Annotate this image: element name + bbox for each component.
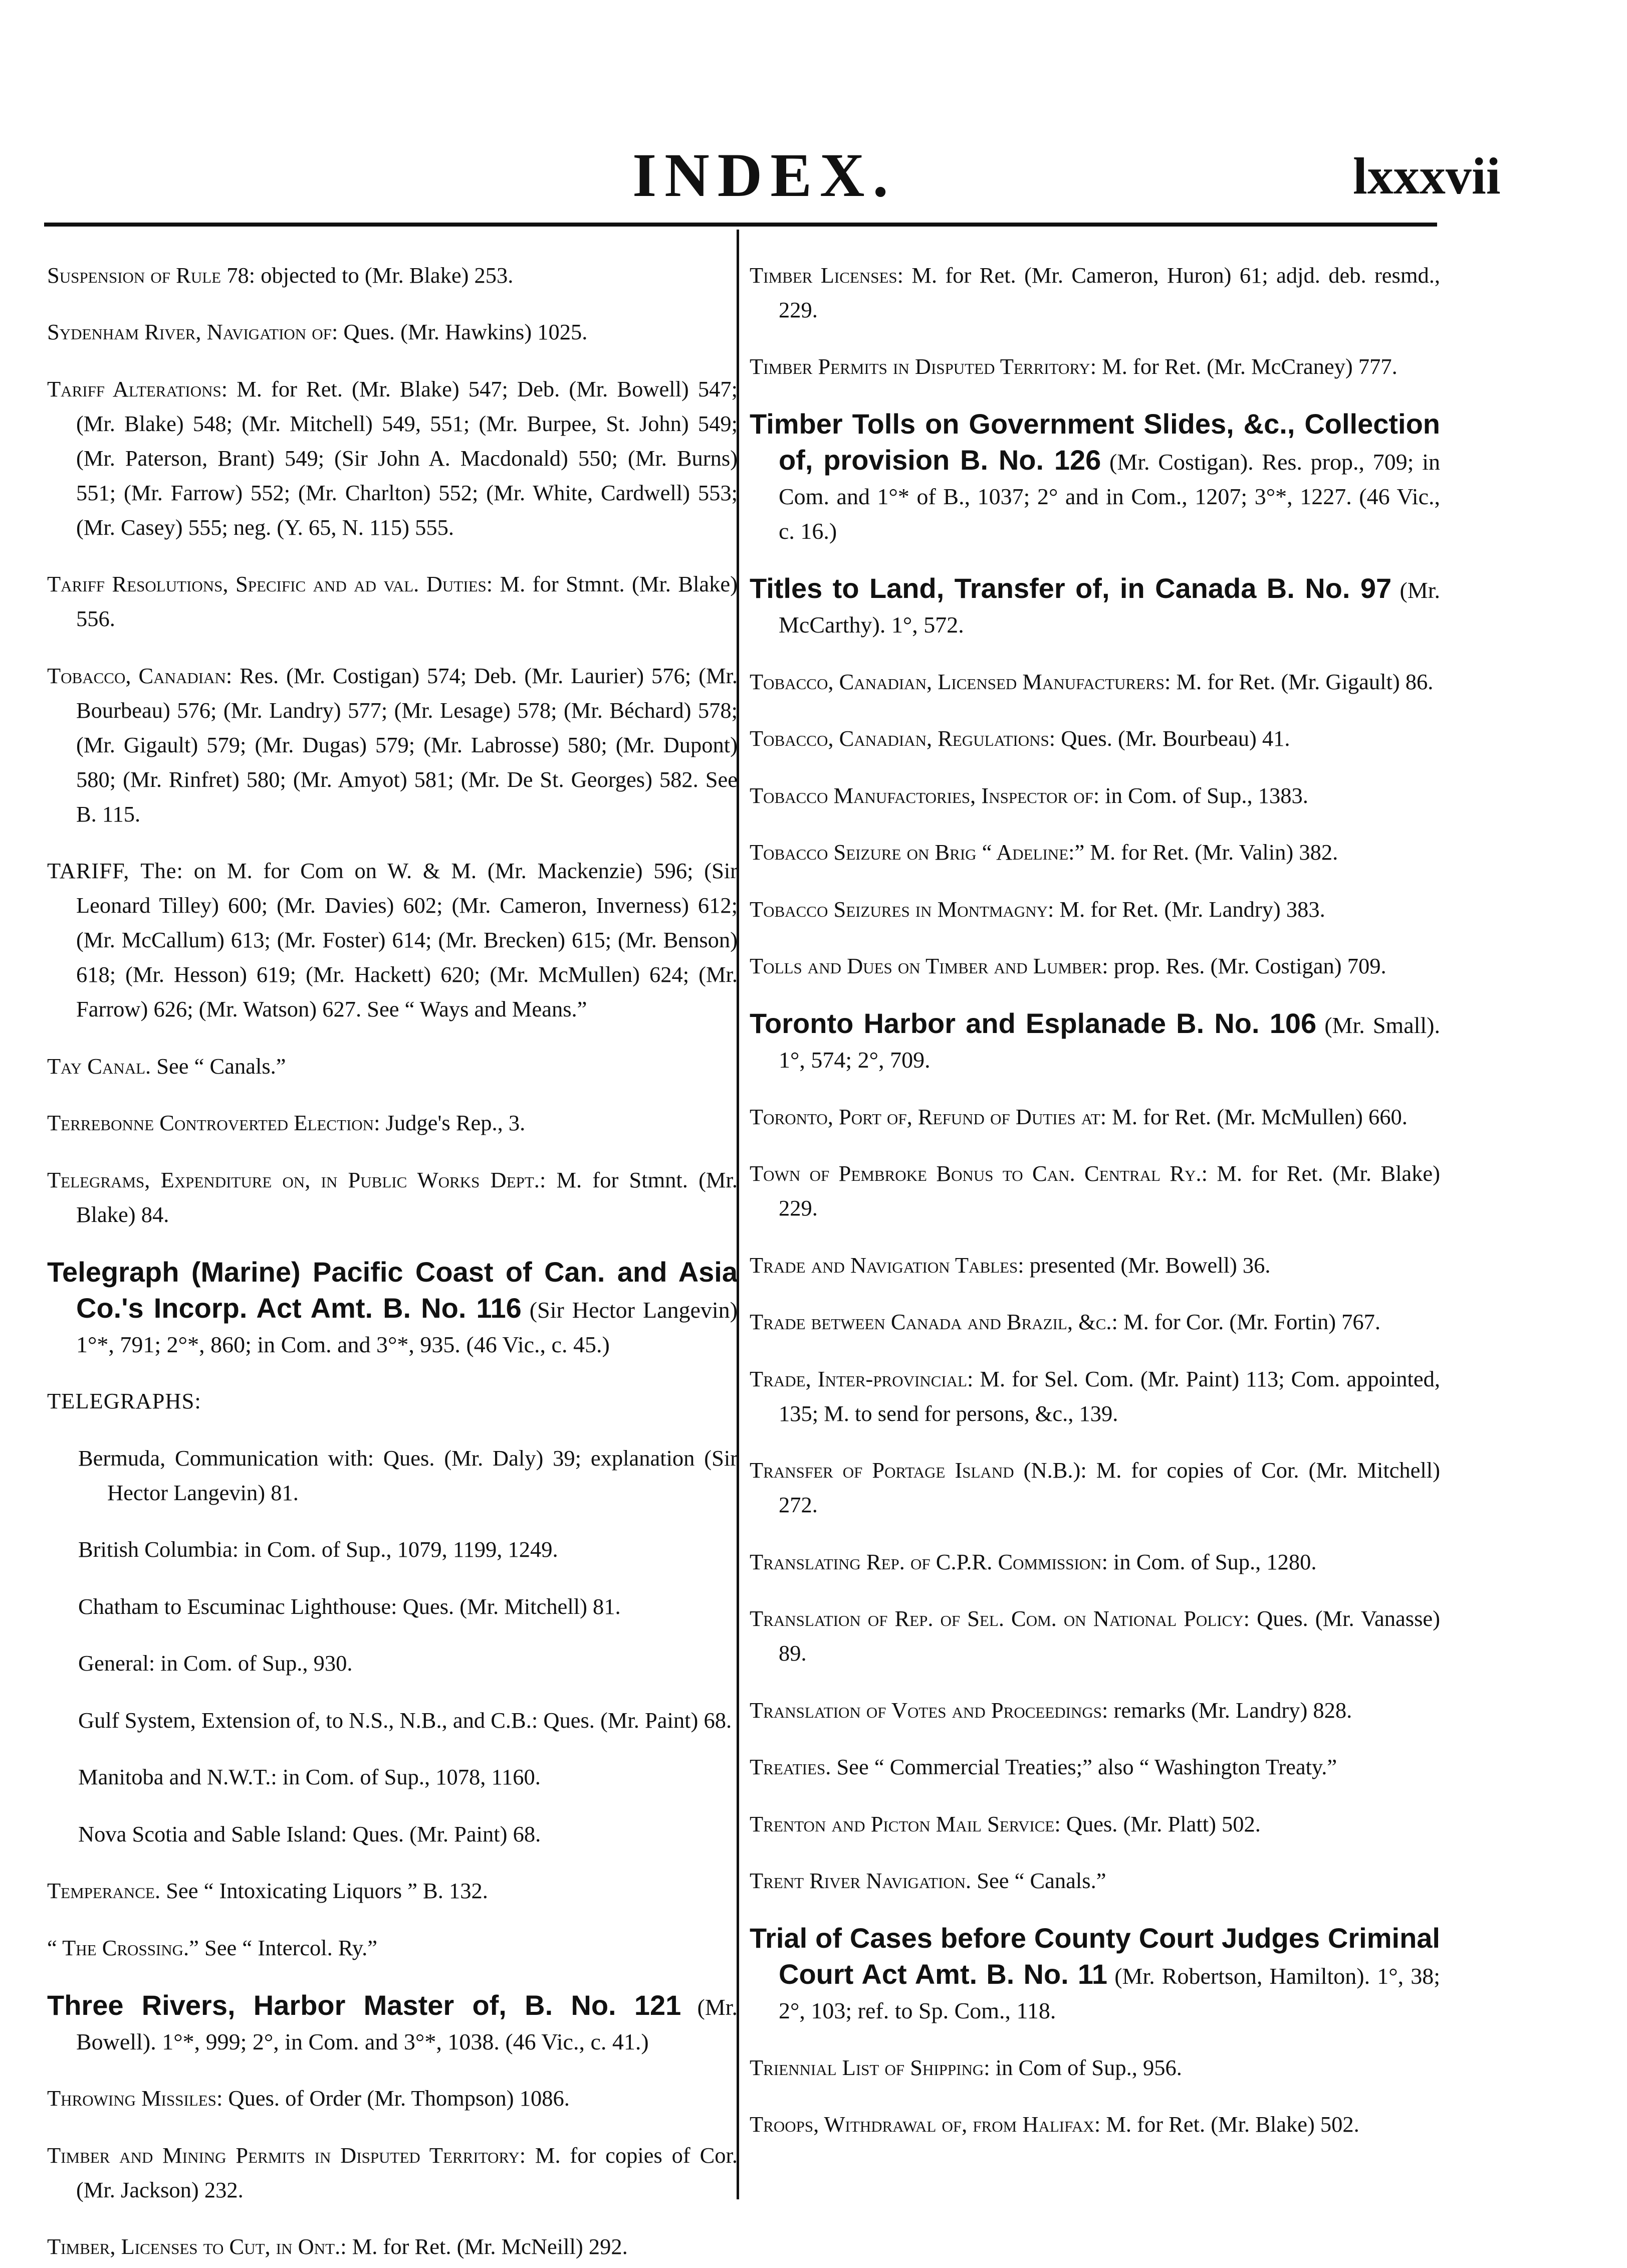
index-subentry bbox=[47, 1760, 738, 1794]
index-entry bbox=[750, 2050, 1440, 2085]
index-subentry bbox=[47, 1589, 738, 1624]
index-entry bbox=[750, 892, 1440, 927]
index-entry bbox=[750, 1864, 1440, 1898]
entry-text: Nova Scotia and Sable Island: Ques. (Mr. Paint) 68. bbox=[78, 1821, 541, 1846]
entry-heading: Trent River Navigation bbox=[750, 1868, 966, 1893]
entry-text: : Ques. (Mr. Hawkins) 1025. bbox=[331, 319, 588, 344]
entry-heading: Trenton and Picton Mail Service bbox=[750, 1811, 1055, 1836]
entry-text: : M. for Stmnt. (Mr. Blake) 556. bbox=[76, 571, 738, 631]
entry-text: : M. for Cor. (Mr. Fortin) 767. bbox=[1111, 1309, 1381, 1334]
index-entry-bill bbox=[47, 1988, 738, 2059]
index-entry-bill bbox=[750, 571, 1440, 642]
entry-text: : Ques. of Order (Mr. Thompson) 1086. bbox=[216, 2086, 570, 2111]
index-entry bbox=[47, 1106, 738, 1140]
entry-heading: Throwing Missiles bbox=[47, 2086, 216, 2111]
index-entry bbox=[47, 1163, 738, 1232]
entry-text: Gulf System, Extension of, to N.S., N.B., and C.B.: Ques. (Mr. Paint) 68. bbox=[78, 1707, 732, 1733]
header-rule bbox=[44, 223, 1437, 227]
index-subentry bbox=[47, 1703, 738, 1738]
index-subentry bbox=[47, 1817, 738, 1851]
entry-text: (Mr. Small). 1°, 574; 2°, 709. bbox=[779, 1012, 1440, 1073]
index-entry bbox=[47, 2081, 738, 2116]
index-entry bbox=[750, 1100, 1440, 1134]
entry-heading: Tay Canal bbox=[47, 1053, 146, 1079]
entry-text: : M. for Ret. (Mr. Blake) 229. bbox=[779, 1161, 1441, 1220]
entry-heading: Toronto Harbor and Esplanade B. No. 106 bbox=[750, 1007, 1317, 1039]
entry-text: : M. for Stmnt. (Mr. Blake) 84. bbox=[76, 1167, 738, 1227]
index-entry bbox=[750, 1248, 1440, 1283]
index-entry bbox=[47, 659, 738, 832]
entry-text: : M. for Ret. (Mr. McCraney) 777. bbox=[1090, 354, 1398, 379]
entry-heading: Tobacco, Canadian, Regulations bbox=[750, 726, 1049, 751]
index-entry bbox=[750, 1601, 1440, 1671]
entry-heading: Telegraph (Marine) Pacific Coast of Can. and Asia Co.'s Incorp. Act Amt. B. No. 116 bbox=[47, 1256, 738, 1324]
entry-text: Manitoba and N.W.T.: in Com. of Sup., 1078, 1160. bbox=[78, 1764, 541, 1789]
entry-text: : in Com. of Sup., 1383. bbox=[1093, 782, 1308, 808]
entry-heading: Timber Licenses bbox=[750, 262, 897, 288]
entry-text: : Res. (Mr. Costigan) 574; Deb. (Mr. Laurier) 576; (Mr. Bourbeau) 576; (Mr. Landry) 577; (Mr. Lesage) 578; (Mr. Béchard) 578; (Mr. Gigault) 579; (Mr. Dugas) 579; (Mr. Labrosse) 580; (Mr. Dupont) 580; (Mr. Rinfret) 580; (Mr. Amyot) 581; (Mr. De St. Georges) 582. See B. 115. bbox=[76, 663, 738, 827]
index-entry bbox=[750, 1750, 1440, 1784]
entry-text: : in Com of Sup., 956. bbox=[984, 2054, 1182, 2080]
entry-heading: Timber Permits in Disputed Territory bbox=[750, 354, 1090, 379]
entry-text: : M. for Ret. (Mr. Blake) 547; Deb. (Mr. Bowell) 547; (Mr. Blake) 548; (Mr. Mitchell) 549, 551; (Mr. Burpee, St. John) 549; (Mr. Paterson, Brant) 549; (Sir John A. Macdonald) 550; (Mr. Burns) 551; (Mr. Farrow) 552; (Mr. Charlton) 552; (Mr. White, Cardwell) 553; (Mr. Casey) 555; neg. (Y. 65, N. 115) 555. bbox=[76, 376, 738, 540]
entry-text: 78: objected to (Mr. Blake) 253. bbox=[221, 262, 514, 288]
entry-heading: Three Rivers, Harbor Master of, B. No. 121 bbox=[47, 1989, 681, 2021]
entry-heading: Titles to Land, Transfer of, in Canada B. No. 97 bbox=[750, 572, 1392, 604]
entry-text: : M. for Ret. (Mr. Landry) 383. bbox=[1048, 896, 1325, 922]
entry-text: : remarks (Mr. Landry) 828. bbox=[1102, 1697, 1352, 1723]
entry-text: . See “ Canals.” bbox=[145, 1053, 286, 1079]
entry-text: See “ Intercol. Ry.” bbox=[198, 1935, 378, 1960]
entry-text: (Sir Hector Langevin) 1°*, 791; 2°*, 860; in Com. and 3°*, 935. (46 Vic., c. 45.) bbox=[76, 1297, 738, 1357]
index-entry bbox=[750, 1693, 1440, 1728]
index-column-left bbox=[47, 236, 738, 2268]
index-subentry bbox=[47, 1646, 738, 1681]
index-entry bbox=[750, 1362, 1440, 1431]
entry-heading: Temperance bbox=[47, 1878, 155, 1903]
index-entry bbox=[750, 1545, 1440, 1579]
index-entry-bill bbox=[750, 407, 1440, 548]
index-entry bbox=[47, 1384, 738, 1418]
index-entry bbox=[47, 2229, 738, 2264]
index-entry-bill bbox=[750, 1006, 1440, 1077]
entry-text: : M. for Ret. (Mr. McMullen) 660. bbox=[1100, 1104, 1408, 1129]
entry-heading: Tariff Alterations bbox=[47, 376, 221, 401]
entry-text: : prop. Res. (Mr. Costigan) 709. bbox=[1102, 953, 1386, 978]
index-entry bbox=[47, 854, 738, 1026]
entry-heading: Trade, Inter-provincial bbox=[750, 1366, 968, 1391]
index-column-right bbox=[750, 236, 1440, 2146]
index-entry bbox=[47, 1931, 738, 1965]
entry-text: : presented (Mr. Bowell) 36. bbox=[1018, 1252, 1271, 1278]
entry-heading: Translation of Rep. of Sel. Com. on National Policy bbox=[750, 1606, 1244, 1631]
entry-text: : in Com. of Sup., 1280. bbox=[1101, 1549, 1317, 1574]
index-subentry bbox=[47, 1532, 738, 1567]
entry-text: : M. for Ret. (Mr. Cameron, Huron) 61; adjd. deb. resmd., 229. bbox=[779, 262, 1440, 322]
index-subentry bbox=[47, 1441, 738, 1510]
entry-heading: Troops, Withdrawal of, from Halifax bbox=[750, 2112, 1094, 2137]
entry-heading: Timber and Mining Permits in Disputed Territory bbox=[47, 2142, 520, 2168]
entry-heading: Tobacco Seizure on Brig “ Adeline:” bbox=[750, 840, 1085, 865]
entry-text: : on M. for Com on W. & M. (Mr. Mackenzie) 596; (Sir Leonard Tilley) 600; (Mr. Davies) 602; (Mr. Cameron, Inverness) 612; (Mr. McCallum) 613; (Mr. Foster) 614; (Mr. Brecken) 615; (Mr. Benson) 618; (Mr. Hesson) 619; (Mr. Hackett) 620; (Mr. McMullen) 624; (Mr. Farrow) 626; (Mr. Watson) 627. See “ Ways and Means.” bbox=[76, 858, 738, 1021]
entry-heading: Timber, Licenses to Cut, in Ont. bbox=[47, 2234, 341, 2259]
index-entry bbox=[750, 949, 1440, 983]
entry-heading: Tobacco Seizures in Montmagny bbox=[750, 896, 1048, 922]
entry-heading: TELEGRAPHS bbox=[47, 1388, 195, 1413]
entry-heading: Tolls and Dues on Timber and Lumber bbox=[750, 953, 1102, 978]
entry-text: : M. for copies of Cor. (Mr. Jackson) 232. bbox=[76, 2142, 738, 2202]
index-entry-bill bbox=[47, 1255, 738, 1362]
entry-heading: Toronto, Port of, Refund of Duties at bbox=[750, 1104, 1100, 1129]
entry-text: Bermuda, Communication with: Ques. (Mr. Daly) 39; explanation (Sir Hector Langevin) 81. bbox=[78, 1445, 738, 1505]
entry-heading: Triennial List of Shipping bbox=[750, 2054, 984, 2080]
entry-heading: Trial of Cases before County Court Judges Criminal Court Act Amt. B. No. 11 bbox=[750, 1922, 1440, 1990]
entry-text: : Judge's Rep., 3. bbox=[374, 1110, 526, 1135]
entry-text: : Ques. (Mr. Vanasse) 89. bbox=[779, 1606, 1440, 1666]
entry-text: : Ques. (Mr. Platt) 502. bbox=[1054, 1811, 1261, 1836]
index-entry bbox=[47, 2138, 738, 2207]
entry-heading: “ The Crossing.” bbox=[47, 1935, 199, 1960]
entry-text: (Mr. Bowell). 1°*, 999; 2°, in Com. and 3°*, 1038. (46 Vic., c. 41.) bbox=[76, 1994, 738, 2054]
entry-text: British Columbia: in Com. of Sup., 1079, 1199, 1249. bbox=[78, 1537, 558, 1562]
entry-text: (Mr. McCarthy). 1°, 572. bbox=[779, 577, 1440, 638]
entry-text: : M. for Ret. (Mr. McNeill) 292. bbox=[340, 2234, 628, 2259]
index-entry bbox=[750, 1305, 1440, 1339]
entry-heading: Translation of Votes and Proceedings bbox=[750, 1697, 1102, 1723]
entry-text: (Mr. Robertson, Hamilton). 1°, 38; 2°, 103; ref. to Sp. Com., 118. bbox=[779, 1963, 1440, 2023]
index-entry bbox=[47, 258, 738, 293]
index-entry bbox=[47, 1049, 738, 1084]
index-entry bbox=[47, 567, 738, 636]
entry-heading: Town of Pembroke Bonus to Can. Central Ry. bbox=[750, 1161, 1202, 1186]
index-entry bbox=[750, 2107, 1440, 2142]
entry-text: . See “ Intoxicating Liquors ” B. 132. bbox=[154, 1878, 488, 1903]
index-entry bbox=[47, 372, 738, 545]
index-entry bbox=[750, 778, 1440, 813]
entry-heading: Tobacco, Canadian, Licensed Manufacturers bbox=[750, 669, 1165, 694]
index-entry bbox=[750, 665, 1440, 699]
entry-heading: Tariff Resolutions, Specific and ad val. Duties bbox=[47, 571, 487, 596]
entry-heading: Terrebonne Controverted Election bbox=[47, 1110, 374, 1135]
index-entry bbox=[47, 315, 738, 349]
index-entry bbox=[750, 1156, 1440, 1225]
index-entry bbox=[750, 721, 1440, 756]
entry-text: . See “ Canals.” bbox=[965, 1868, 1106, 1893]
entry-heading: Trade and Navigation Tables bbox=[750, 1252, 1018, 1278]
index-entry bbox=[750, 835, 1440, 870]
page-title: INDEX. bbox=[632, 141, 896, 210]
entry-text: : M. for Sel. Com. (Mr. Paint) 113; Com. appointed, 135; M. to send for persons, &c., 139. bbox=[779, 1366, 1440, 1426]
entry-heading: Translating Rep. of C.P.R. Commission bbox=[750, 1549, 1102, 1574]
entry-heading: Trade between Canada and Brazil, &c. bbox=[750, 1309, 1112, 1334]
entry-heading: Suspension of Rule bbox=[47, 262, 221, 288]
page-number: lxxxvii bbox=[1353, 147, 1501, 205]
entry-heading: Tobacco Manufactories, Inspector of bbox=[750, 782, 1093, 808]
entry-text: : M. for Ret. (Mr. Blake) 502. bbox=[1094, 2112, 1359, 2137]
entry-heading: Timber Tolls on Government Slides, &c., Collection of, provision B. No. 126 bbox=[750, 408, 1440, 476]
entry-heading: Transfer of Portage Island (N.B.) bbox=[750, 1458, 1081, 1483]
index-entry bbox=[750, 349, 1440, 384]
index-entry bbox=[750, 1807, 1440, 1841]
entry-heading: TARIFF, The bbox=[47, 858, 177, 883]
entry-text: M. for Ret. (Mr. Valin) 382. bbox=[1084, 840, 1338, 865]
entry-heading: Tobacco, Canadian bbox=[47, 663, 226, 688]
index-entry bbox=[750, 258, 1440, 327]
entry-text: Chatham to Escuminac Lighthouse: Ques. (Mr. Mitchell) 81. bbox=[78, 1593, 621, 1619]
entry-heading: Sydenham River, Navigation of bbox=[47, 319, 332, 344]
entry-text: : M. for copies of Cor. (Mr. Mitchell) 272. bbox=[779, 1458, 1440, 1517]
index-entry-bill bbox=[750, 1921, 1440, 2028]
entry-text: : bbox=[194, 1388, 201, 1413]
index-entry bbox=[47, 1874, 738, 1908]
entry-text: (Mr. Costigan). Res. prop., 709; in Com. and 1°* of B., 1037; 2° and in Com., 1207; 3°*, 1227. (46 Vic., c. 16.) bbox=[779, 449, 1440, 544]
entry-text: : Ques. (Mr. Bourbeau) 41. bbox=[1049, 726, 1290, 751]
entry-heading: Telegrams, Expenditure on, in Public Works Dept. bbox=[47, 1167, 540, 1192]
entry-text: General: in Com. of Sup., 930. bbox=[78, 1651, 353, 1676]
entry-heading: Treaties bbox=[750, 1754, 826, 1779]
index-entry bbox=[750, 1453, 1440, 1522]
entry-text: . See “ Commercial Treaties;” also “ Washington Treaty.” bbox=[825, 1754, 1337, 1779]
entry-text: : M. for Ret. (Mr. Gigault) 86. bbox=[1164, 669, 1434, 694]
